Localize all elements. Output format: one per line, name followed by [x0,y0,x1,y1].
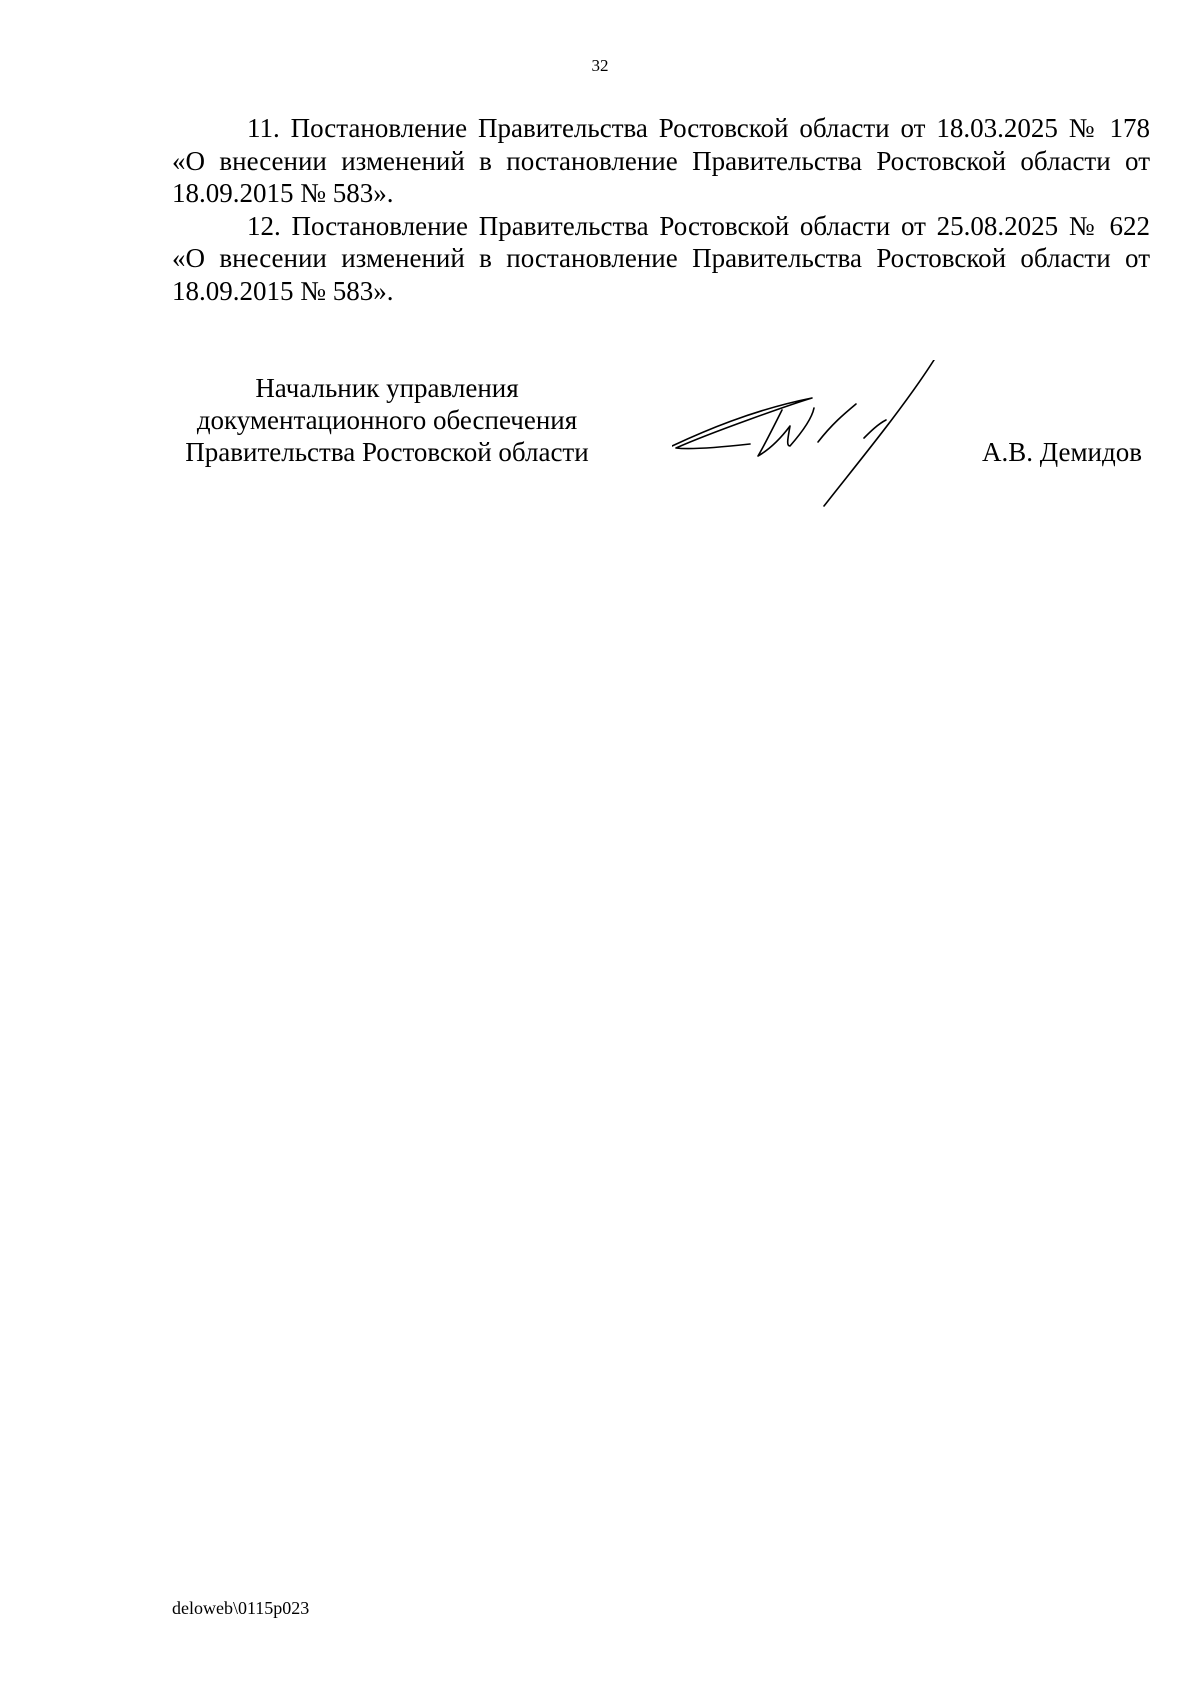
signature-block [172,372,1150,532]
signer-name: А.В. Демидов [981,437,1142,467]
signer-position [172,372,602,468]
signer-position-line: Начальник управления [255,373,519,403]
list-item: 11. Постановление Правительства Ростовской области от 18.03.2025 № 178 «О внесении изменений в постановление Правительства Ростовской области от 18.09.2015 № 583». [172,113,1150,208]
signer-position-line: документационного обеспечения [196,405,578,435]
document-body [172,112,1150,307]
document-code: deloweb\0115p023 [172,1598,310,1618]
handwritten-signature [672,360,972,520]
signer-position-line: Правительства Ростовской области [185,437,589,467]
page-number: 32 [591,56,609,75]
list-item: 12. Постановление Правительства Ростовской области от 25.08.2025 № 622 «О внесении изменений в постановление Правительства Ростовской области от 18.09.2015 № 583». [172,210,1150,306]
